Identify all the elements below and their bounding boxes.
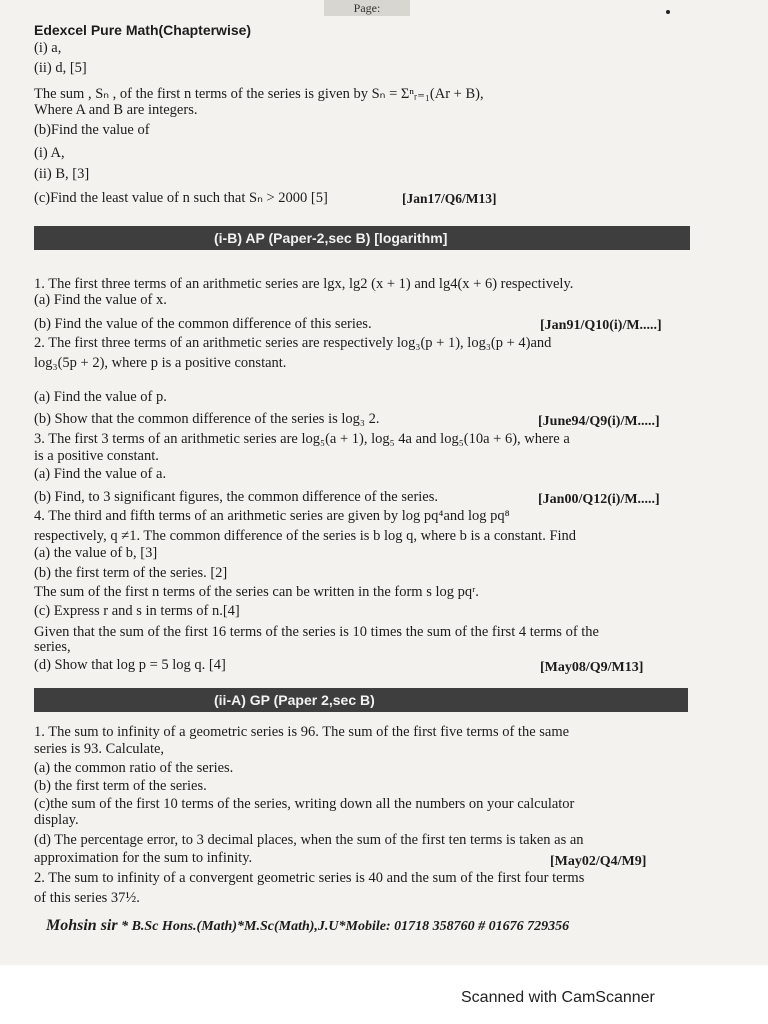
text-line: Where A and B are integers. — [34, 102, 198, 118]
author-name: Mohsin sir — [46, 917, 118, 934]
section-title: (ii-A) GP (Paper 2,sec B) — [214, 692, 375, 708]
question-line: 3. The first 3 terms of an arithmetic series are log₅(a + 1), log₅ 4a and log₅(10a + 6), where a — [34, 431, 570, 447]
question-line: Given that the sum of the first 16 terms of the series is 10 times the sum of the first 4 terms of the — [34, 624, 599, 640]
question-reference: [Jan91/Q10(i)/M.....] — [540, 318, 662, 333]
question-line: (b) the first term of the series. [2] — [34, 565, 228, 581]
page-tag: Page: — [324, 0, 410, 16]
question-reference: [Jan17/Q6/M13] — [402, 191, 497, 206]
author-credentials: * B.Sc Hons.(Math)*M.Sc(Math),J.U*Mobile: 01718 358760 # 01676 729356 — [121, 919, 570, 934]
question-line: 4. The third and fifth terms of an arithmetic series are given by log pq⁴and log pq⁸ — [34, 508, 510, 524]
question-line: (b) Find the value of the common difference of this series. — [34, 316, 372, 332]
question-line: 1. The sum to infinity of a geometric series is 96. The sum of the first five terms of the same — [34, 724, 570, 740]
question-line: (c) Express r and s in terms of n.[4] — [34, 603, 240, 619]
question-line: log₃(5p + 2), where p is a positive constant. — [34, 355, 287, 371]
question-reference: [May02/Q4/M9] — [550, 854, 647, 869]
section-title: (i-B) AP (Paper-2,sec B) [logarithm] — [214, 230, 448, 246]
question-line: (a) Find the value of x. — [34, 292, 167, 308]
document-title: Edexcel Pure Math(Chapterwise) — [34, 22, 252, 38]
question-reference: [Jan00/Q12(i)/M.....] — [538, 492, 660, 507]
question-line: approximation for the sum to infinity. — [34, 850, 253, 866]
question-line: (d) The percentage error, to 3 decimal places, when the sum of the first ten terms is taken as an — [34, 832, 584, 848]
question-line: (d) Show that log p = 5 log q. [4] — [34, 657, 226, 673]
question-reference: [June94/Q9(i)/M.....] — [538, 414, 660, 429]
text-line: (b)Find the value of — [34, 122, 150, 138]
text-line: (c)Find the least value of n such that Sₙ > 2000 [5] — [34, 190, 328, 206]
question-line: (c)the sum of the first 10 terms of the series, writing down all the numbers on your calculator — [34, 796, 575, 812]
question-line: (a) Find the value of p. — [34, 389, 167, 405]
question-line: is a positive constant. — [34, 448, 159, 464]
section-banner-ap — [34, 226, 690, 250]
question-line: 2. The first three terms of an arithmetic series are respectively log₃(p + 1), log₃(p + 4)and — [34, 335, 552, 351]
question-line: display. — [34, 812, 79, 828]
text-line: (ii) d, [5] — [34, 60, 87, 76]
question-line: (a) the value of b, [3] — [34, 545, 158, 561]
question-line: series, — [34, 639, 71, 655]
ink-dot — [666, 10, 670, 14]
text-line: The sum , Sₙ , of the first n terms of the series is given by Sₙ = Σⁿᵣ₌₁(Ar + B), — [34, 86, 484, 102]
question-line: (a) the common ratio of the series. — [34, 760, 234, 776]
text-line: (i) A, — [34, 145, 65, 161]
question-line: 2. The sum to infinity of a convergent geometric series is 40 and the sum of the first four terms — [34, 870, 585, 886]
question-line: of this series 37½. — [34, 890, 140, 906]
question-line: series is 93. Calculate, — [34, 741, 165, 757]
question-line: respectively, q ≠1. The common difference of the series is b log q, where b is a constant. Find — [34, 528, 577, 544]
question-line: (b) the first term of the series. — [34, 778, 207, 794]
question-line: (b) Find, to 3 significant figures, the common difference of the series. — [34, 489, 439, 505]
section-banner-gp — [34, 688, 688, 712]
scanner-watermark: Scanned with CamScanner — [461, 989, 655, 1006]
question-line: (a) Find the value of a. — [34, 466, 167, 482]
text-line: (ii) B, [3] — [34, 166, 90, 182]
question-reference: [May08/Q9/M13] — [540, 660, 644, 675]
question-line: The sum of the first n terms of the series can be written in the form s log pqʳ. — [34, 584, 479, 600]
question-line: (b) Show that the common difference of the series is log₃ 2. — [34, 411, 380, 427]
text-line: (i) a, — [34, 40, 62, 56]
author-footer — [46, 917, 569, 935]
question-line: 1. The first three terms of an arithmetic series are lgx, lg2 (x + 1) and lg4(x + 6) respectively. — [34, 276, 574, 292]
